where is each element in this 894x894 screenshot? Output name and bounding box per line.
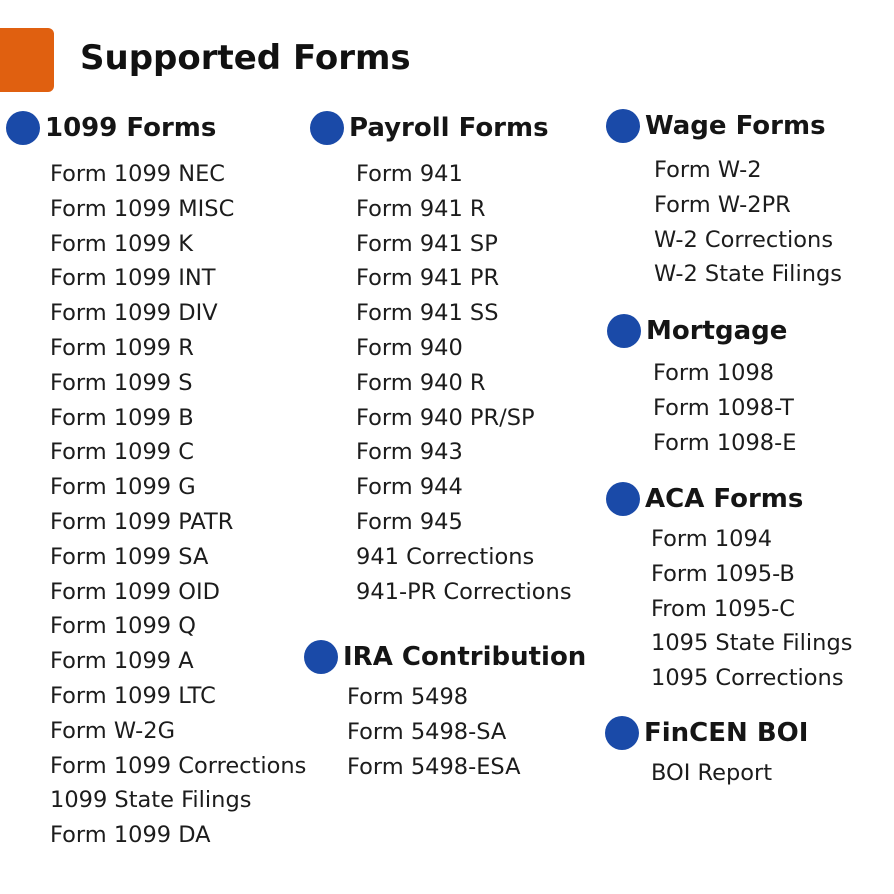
form-item: Form W-2G (50, 717, 176, 744)
form-list (50, 157, 306, 853)
form-item: Form W-2PR (654, 191, 791, 218)
form-item: Form 941 (356, 161, 463, 187)
form-item: BOI Report (651, 760, 773, 786)
form-list (356, 157, 572, 609)
form-item: Form 1098-E (653, 429, 797, 456)
page-title: Supported Forms (80, 38, 411, 78)
bullet-icon (6, 111, 40, 145)
form-item: Form 1099 A (50, 648, 194, 675)
section-title: Payroll Forms (349, 113, 549, 143)
form-item: Form 1099 G (50, 474, 196, 501)
form-item: Form 940 R (356, 369, 486, 396)
section-title: 1099 Forms (45, 113, 217, 143)
form-item: Form 1099 Corrections (50, 752, 307, 779)
section-header (605, 716, 808, 750)
form-item: Form 1099 K (50, 230, 193, 257)
form-item: 941-PR Corrections (356, 578, 572, 605)
form-item: Form 1094 (651, 526, 773, 552)
bullet-icon (606, 109, 640, 143)
form-item: 941 Corrections (356, 543, 535, 570)
form-item: Form 940 (356, 334, 463, 361)
form-item: Form 1098 (653, 360, 775, 386)
form-item: Form 941 PR (356, 265, 500, 292)
form-item: W-2 State Filings (654, 261, 842, 288)
section-header (606, 482, 852, 516)
section-header (6, 111, 306, 145)
section-header (310, 111, 572, 145)
form-item: Form 945 (356, 508, 463, 535)
form-list (653, 356, 796, 460)
form-item: Form 1099 OID (50, 578, 220, 605)
form-item: Form 1099 DA (50, 822, 211, 849)
section-title: FinCEN BOI (644, 718, 809, 748)
form-item: W-2 Corrections (654, 226, 834, 253)
section-ira-contribution (304, 640, 586, 784)
section-mortgage (607, 314, 796, 460)
section-title: ACA Forms (645, 484, 804, 514)
bullet-icon (606, 482, 640, 516)
form-item: Form 1099 PATR (50, 508, 234, 535)
form-item: Form 5498-SA (347, 718, 507, 745)
form-list (654, 153, 842, 292)
form-list (651, 522, 852, 696)
form-item: Form 941 SP (356, 230, 498, 257)
form-item: Form 1098-T (653, 394, 794, 421)
form-item: Form 5498 (347, 684, 469, 710)
form-item: Form 1099 DIV (50, 300, 218, 327)
form-item: 1099 State Filings (50, 787, 252, 814)
form-item: Form 941 SS (356, 300, 499, 327)
form-item: Form 944 (356, 474, 463, 501)
form-item: Form 941 R (356, 195, 486, 222)
form-item: Form W-2 (654, 157, 762, 183)
section-1099-forms (6, 111, 306, 853)
form-list (651, 756, 808, 791)
section-fincen-boi (605, 716, 808, 791)
form-item: Form 1099 Q (50, 613, 196, 640)
form-item: Form 1099 S (50, 369, 193, 396)
form-item: 1095 Corrections (651, 665, 844, 692)
form-item: Form 1099 SA (50, 543, 209, 570)
section-title: Wage Forms (645, 111, 826, 141)
bullet-icon (310, 111, 344, 145)
form-item: Form 940 PR/SP (356, 404, 535, 431)
form-item: 1095 State Filings (651, 630, 853, 657)
form-item: Form 1099 R (50, 334, 194, 361)
form-item: Form 1099 NEC (50, 161, 226, 187)
section-title: IRA Contribution (343, 642, 587, 672)
section-header (607, 314, 796, 348)
bullet-icon (304, 640, 338, 674)
form-item: Form 943 (356, 439, 463, 466)
form-item: From 1095-C (651, 595, 795, 622)
form-item: Form 5498-ESA (347, 753, 521, 780)
form-item: Form 1095-B (651, 560, 795, 587)
form-item: Form 1099 B (50, 404, 194, 431)
form-list (347, 680, 586, 784)
form-item: Form 1099 MISC (50, 195, 235, 222)
section-wage-forms (606, 109, 842, 292)
form-item: Form 1099 LTC (50, 682, 216, 709)
form-item: Form 1099 INT (50, 265, 216, 292)
section-title: Mortgage (646, 316, 788, 346)
section-aca-forms (606, 482, 852, 696)
bullet-icon (607, 314, 641, 348)
section-header (606, 109, 842, 143)
bullet-icon (605, 716, 639, 750)
section-header (304, 640, 586, 674)
form-item: Form 1099 C (50, 439, 194, 466)
section-payroll-forms (310, 111, 572, 609)
accent-block (0, 28, 54, 92)
